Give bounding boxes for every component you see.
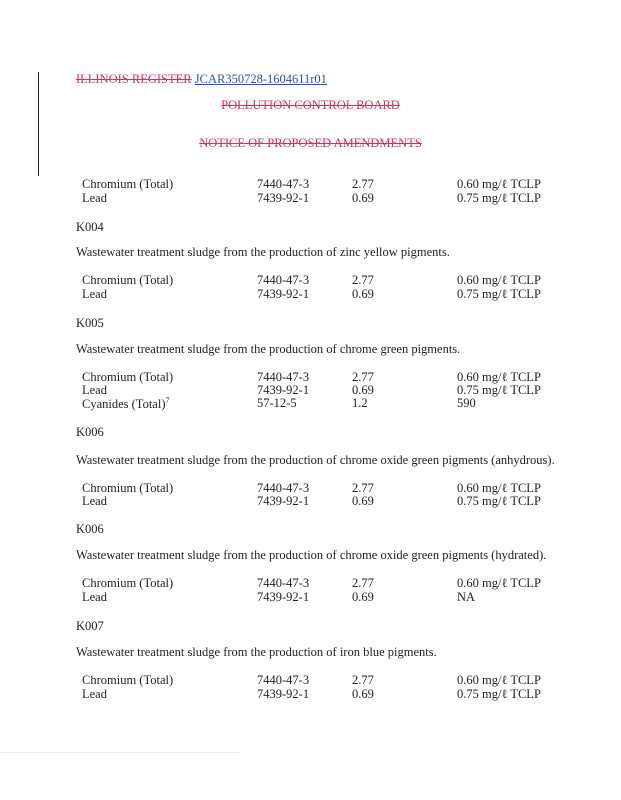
deleted-register-text: ILLINOIS REGISTER bbox=[76, 72, 192, 86]
table-cell-cas: 57-12-5 bbox=[257, 396, 297, 410]
table-cell-std: 0.60 mg/ℓ TCLP bbox=[457, 673, 541, 687]
table-cell-name: Chromium (Total) bbox=[82, 576, 174, 590]
table-cell-name: Lead bbox=[82, 687, 107, 701]
table-cell-cas: 7440-47-3 bbox=[257, 177, 310, 191]
waste-description: Wastewater treatment sludge from the production of iron blue pigments. bbox=[76, 645, 437, 659]
waste-code: K004 bbox=[76, 220, 104, 234]
waste-description: Wastewater treatment sludge from the production of zinc yellow pigments. bbox=[76, 245, 450, 259]
table-cell-name bbox=[82, 396, 169, 412]
chemical-name: Cyanides (Total) bbox=[82, 397, 166, 412]
table-cell-cas: 7439-92-1 bbox=[257, 191, 310, 205]
table-cell-conc: 0.69 bbox=[352, 494, 374, 508]
table-cell-cas: 7440-47-3 bbox=[257, 370, 310, 384]
table-cell-cas: 7439-92-1 bbox=[257, 287, 310, 301]
table-cell-std: 0.60 mg/ℓ TCLP bbox=[457, 576, 541, 590]
waste-code: K006 bbox=[76, 425, 104, 439]
table-cell-conc: 2.77 bbox=[352, 576, 374, 590]
table-cell-cas: 7440-47-3 bbox=[257, 673, 310, 687]
table-cell-conc: 0.69 bbox=[352, 287, 374, 301]
table-cell-name: Lead bbox=[82, 383, 107, 397]
waste-code: K007 bbox=[76, 619, 104, 633]
revision-margin-bar bbox=[38, 72, 39, 176]
table-cell-conc: 2.77 bbox=[352, 673, 374, 687]
table-cell-std: NA bbox=[457, 590, 476, 604]
table-cell-cas: 7439-92-1 bbox=[257, 590, 310, 604]
table-cell-std: 0.60 mg/ℓ TCLP bbox=[457, 481, 541, 495]
table-cell-name: Lead bbox=[82, 494, 107, 508]
register-header bbox=[76, 72, 327, 87]
table-cell-conc: 2.77 bbox=[352, 273, 374, 287]
table-cell-std: 0.75 mg/ℓ TCLP bbox=[457, 287, 541, 301]
table-cell-std: 0.60 mg/ℓ TCLP bbox=[457, 273, 541, 287]
notice-title: NOTICE OF PROPOSED AMENDMENTS bbox=[199, 136, 422, 150]
table-cell-cas: 7439-92-1 bbox=[257, 383, 310, 397]
table-cell-name: Chromium (Total) bbox=[82, 673, 174, 687]
table-cell-name: Lead bbox=[82, 191, 107, 205]
table-cell-cas: 7440-47-3 bbox=[257, 576, 310, 590]
table-cell-cas: 7439-92-1 bbox=[257, 494, 310, 508]
table-cell-conc: 0.69 bbox=[352, 590, 374, 604]
table-cell-cas: 7439-92-1 bbox=[257, 687, 310, 701]
table-cell-name: Chromium (Total) bbox=[82, 370, 174, 384]
table-cell-cas: 7440-47-3 bbox=[257, 273, 310, 287]
table-cell-conc: 0.69 bbox=[352, 191, 374, 205]
table-cell-cas: 7440-47-3 bbox=[257, 481, 310, 495]
table-cell-name: Lead bbox=[82, 590, 107, 604]
table-cell-name: Chromium (Total) bbox=[82, 273, 174, 287]
table-cell-conc: 0.69 bbox=[352, 383, 374, 397]
waste-code: K006 bbox=[76, 522, 104, 536]
table-cell-std: 0.75 mg/ℓ TCLP bbox=[457, 687, 541, 701]
agency-title: POLLUTION CONTROL BOARD bbox=[221, 98, 400, 112]
footer-rule bbox=[0, 752, 240, 753]
table-cell-conc: 1.2 bbox=[352, 396, 368, 410]
table-cell-conc: 2.77 bbox=[352, 370, 374, 384]
table-cell-std: 590 bbox=[457, 396, 476, 410]
table-cell-conc: 2.77 bbox=[352, 481, 374, 495]
table-cell-std: 0.60 mg/ℓ TCLP bbox=[457, 177, 541, 191]
inserted-jcar-id: JCAR350728-1604611r01 bbox=[194, 72, 327, 86]
table-cell-name: Lead bbox=[82, 287, 107, 301]
table-cell-std: 0.75 mg/ℓ TCLP bbox=[457, 191, 541, 205]
waste-description: Wastewater treatment sludge from the production of chrome oxide green pigments (hydrated). bbox=[76, 548, 547, 562]
waste-description: Wastewater treatment sludge from the production of chrome oxide green pigments (anhydrous). bbox=[76, 453, 555, 467]
table-cell-conc: 0.69 bbox=[352, 687, 374, 701]
table-cell-std: 0.60 mg/ℓ TCLP bbox=[457, 370, 541, 384]
table-cell-name: Chromium (Total) bbox=[82, 177, 174, 191]
table-cell-std: 0.75 mg/ℓ TCLP bbox=[457, 383, 541, 397]
table-cell-std: 0.75 mg/ℓ TCLP bbox=[457, 494, 541, 508]
table-cell-name: Chromium (Total) bbox=[82, 481, 174, 495]
waste-code: K005 bbox=[76, 316, 104, 330]
footnote-marker: 7 bbox=[165, 396, 170, 405]
waste-description: Wastewater treatment sludge from the production of chrome green pigments. bbox=[76, 342, 461, 356]
table-cell-conc: 2.77 bbox=[352, 177, 374, 191]
